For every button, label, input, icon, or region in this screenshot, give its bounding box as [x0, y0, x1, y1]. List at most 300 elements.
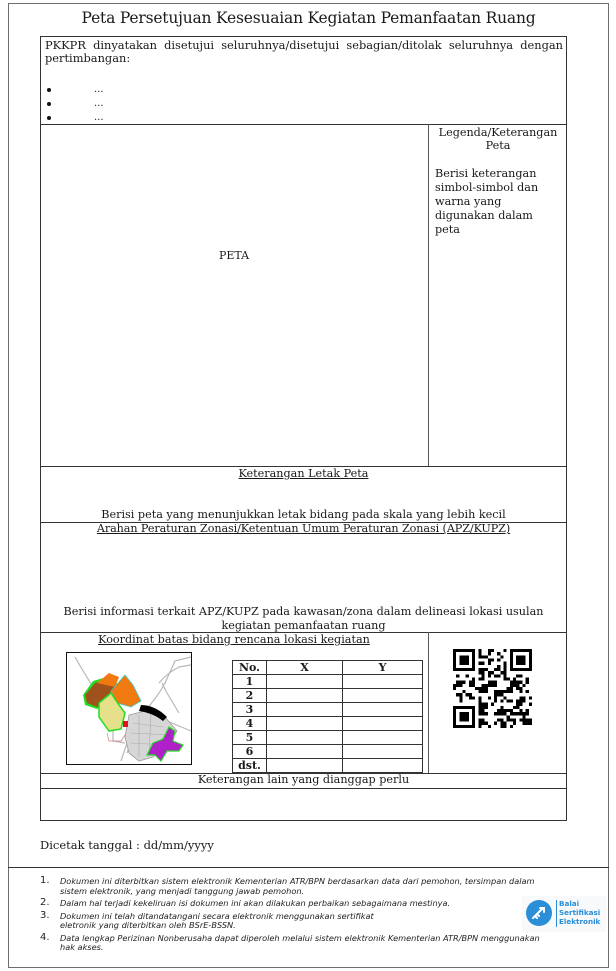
- qr-module: [459, 684, 462, 687]
- qr-module: [494, 681, 497, 684]
- qr-module: [526, 690, 529, 693]
- bullet-item: ...: [42, 98, 242, 109]
- qr-module: [519, 649, 522, 652]
- qr-module: [459, 662, 462, 665]
- qr-module: [510, 719, 513, 722]
- qr-module: [485, 690, 488, 693]
- bullet-icon: [47, 88, 51, 92]
- qr-module: [481, 677, 484, 680]
- qr-module: [494, 696, 497, 699]
- qr-module: [523, 684, 526, 687]
- footer-notes: [40, 877, 555, 956]
- qr-module: [453, 662, 456, 665]
- qr-module: [469, 649, 472, 652]
- qr-module: [472, 677, 475, 680]
- qr-module: [510, 712, 513, 715]
- qr-module: [462, 725, 465, 728]
- cell-y: [343, 731, 423, 745]
- qr-module: [453, 684, 456, 687]
- qr-module: [513, 684, 516, 687]
- pertimbangan-bullets: [42, 84, 242, 123]
- qr-module: [513, 706, 516, 709]
- qr-module: [453, 658, 456, 661]
- qr-module: [485, 687, 488, 690]
- qr-module: [466, 655, 469, 658]
- qr-module: [459, 700, 462, 703]
- qr-module: [478, 725, 481, 728]
- qr-module: [462, 715, 465, 718]
- map-placeholder-label: PETA: [218, 249, 250, 262]
- qr-module: [466, 693, 469, 696]
- cell-x: [267, 745, 343, 759]
- qr-module: [478, 687, 481, 690]
- qr-module: [481, 684, 484, 687]
- qr-module: [507, 709, 510, 712]
- qr-module: [466, 719, 469, 722]
- qr-module: [497, 652, 500, 655]
- qr-module: [529, 719, 532, 722]
- table-row: [233, 675, 423, 689]
- footer-note: 4. Data lengkap Perizinan Nonberusaha dapat diperoleh melalui sistem elektronik Kementerian ATR/BPN menggunakan hak akses.: [40, 931, 540, 952]
- qr-module: [510, 709, 513, 712]
- qr-module: [523, 722, 526, 725]
- qr-module: [523, 662, 526, 665]
- qr-module: [507, 690, 510, 693]
- qr-module: [523, 712, 526, 715]
- qr-module: [466, 649, 469, 652]
- qr-module: [485, 684, 488, 687]
- qr-module: [488, 681, 491, 684]
- qr-module: [510, 690, 513, 693]
- qr-module: [497, 674, 500, 677]
- qr-module: [453, 687, 456, 690]
- qr-module: [526, 677, 529, 680]
- qr-module: [472, 719, 475, 722]
- qr-module: [510, 681, 513, 684]
- header-y: Y: [343, 661, 423, 675]
- qr-module: [523, 700, 526, 703]
- qr-module: [526, 722, 529, 725]
- qr-module: [462, 681, 465, 684]
- qr-module: [488, 725, 491, 728]
- qr-module: [519, 719, 522, 722]
- qr-module: [523, 696, 526, 699]
- qr-module: [519, 709, 522, 712]
- qr-module: [453, 715, 456, 718]
- qr-module: [507, 677, 510, 680]
- zoning-title: Arahan Peraturan Zonasi/Ketentuan Umum Peraturan Zonasi (APZ/KUPZ): [96, 522, 511, 535]
- qr-module: [513, 649, 516, 652]
- qr-module: [478, 652, 481, 655]
- qr-module: [481, 655, 484, 658]
- qr-module: [523, 715, 526, 718]
- qr-module: [478, 722, 481, 725]
- qr-module: [510, 649, 513, 652]
- qr-module: [472, 655, 475, 658]
- qr-module: [462, 668, 465, 671]
- qr-module: [494, 712, 497, 715]
- cell-y: [343, 675, 423, 689]
- qr-module: [500, 690, 503, 693]
- qr-module: [516, 712, 519, 715]
- qr-module: [504, 712, 507, 715]
- qr-module: [500, 709, 503, 712]
- qr-module: [481, 712, 484, 715]
- qr-module: [504, 671, 507, 674]
- qr-module: [478, 677, 481, 680]
- qr-module: [504, 696, 507, 699]
- qr-module: [516, 684, 519, 687]
- qr-module: [529, 658, 532, 661]
- qr-module: [478, 696, 481, 699]
- qr-module: [519, 700, 522, 703]
- qr-module: [466, 662, 469, 665]
- document-title: Peta Persetujuan Kesesuaian Kegiatan Pemanfaatan Ruang: [81, 9, 536, 27]
- qr-module: [472, 662, 475, 665]
- bsre-logo-text: Balai Sertifikasi Elektronik: [559, 899, 601, 926]
- cell-no: 2: [233, 689, 267, 703]
- qr-module: [504, 668, 507, 671]
- qr-module: [485, 712, 488, 715]
- qr-module: [519, 674, 522, 677]
- qr-module: [462, 649, 465, 652]
- qr-module: [481, 687, 484, 690]
- table-row: [233, 731, 423, 745]
- qr-module: [462, 712, 465, 715]
- qr-module: [529, 665, 532, 668]
- qr-module: [459, 715, 462, 718]
- qr-module: [504, 674, 507, 677]
- qr-module: [510, 725, 513, 728]
- qr-module: [513, 668, 516, 671]
- column-divider: [428, 124, 429, 466]
- qr-module: [456, 681, 459, 684]
- qr-module: [526, 709, 529, 712]
- qr-module: [491, 671, 494, 674]
- qr-module: [529, 722, 532, 725]
- bsre-logo: [522, 896, 606, 932]
- qr-module: [478, 709, 481, 712]
- qr-module: [478, 719, 481, 722]
- qr-module: [516, 649, 519, 652]
- qr-module: [459, 725, 462, 728]
- qr-module: [500, 706, 503, 709]
- qr-module: [529, 655, 532, 658]
- cell-x: [267, 731, 343, 745]
- qr-module: [491, 684, 494, 687]
- qr-module: [510, 662, 513, 665]
- zoning-description: Berisi informasi terkait APZ/KUPZ pada kawasan/zona dalam delineasi lokasi usulan kegiatan pemanfaatan ruang: [63, 605, 544, 632]
- qr-module: [504, 665, 507, 668]
- bsre-key-icon: [525, 899, 553, 927]
- qr-module: [456, 725, 459, 728]
- qr-module: [491, 649, 494, 652]
- boundary-line: [107, 733, 125, 741]
- qr-module: [478, 655, 481, 658]
- qr-module: [485, 668, 488, 671]
- qr-module: [469, 681, 472, 684]
- bullet-item: ...: [42, 112, 242, 123]
- qr-module: [453, 709, 456, 712]
- qr-module: [497, 665, 500, 668]
- qr-module: [510, 668, 513, 671]
- printed-date: Dicetak tanggal : dd/mm/yyyy: [40, 838, 214, 852]
- qr-module: [497, 690, 500, 693]
- cell-no: 3: [233, 703, 267, 717]
- qr-module: [491, 703, 494, 706]
- qr-module: [507, 715, 510, 718]
- qr-module: [500, 712, 503, 715]
- qr-module: [494, 668, 497, 671]
- qr-module: [462, 655, 465, 658]
- qr-module: [485, 655, 488, 658]
- qr-module: [453, 652, 456, 655]
- qr-module: [529, 668, 532, 671]
- qr-module: [459, 658, 462, 661]
- qr-module: [519, 668, 522, 671]
- cell-y: [343, 689, 423, 703]
- qr-module: [529, 652, 532, 655]
- qr-module: [529, 649, 532, 652]
- qr-module: [526, 649, 529, 652]
- qr-module: [453, 719, 456, 722]
- qr-module: [494, 722, 497, 725]
- qr-module: [453, 725, 456, 728]
- qr-module: [478, 703, 481, 706]
- qr-module: [519, 703, 522, 706]
- header-x: X: [267, 661, 343, 675]
- qr-module: [459, 719, 462, 722]
- legend-title: Legenda/Keterangan Peta: [438, 126, 558, 152]
- qr-module: [519, 662, 522, 665]
- cell-x: [267, 717, 343, 731]
- qr-module: [497, 693, 500, 696]
- qr-module: [488, 696, 491, 699]
- qr-module: [481, 662, 484, 665]
- qr-module: [466, 715, 469, 718]
- qr-module: [472, 681, 475, 684]
- legend-description: Berisi keterangan simbol-simbol dan warna yang digunakan dalam peta: [435, 167, 539, 236]
- qr-module: [497, 709, 500, 712]
- qr-module: [504, 677, 507, 680]
- qr-module: [472, 696, 475, 699]
- qr-module: [472, 706, 475, 709]
- qr-module: [510, 700, 513, 703]
- qr-module: [500, 693, 503, 696]
- qr-module: [462, 690, 465, 693]
- cell-x: [267, 703, 343, 717]
- qr-module: [453, 668, 456, 671]
- qr-module: [510, 655, 513, 658]
- bullet-icon: [47, 102, 51, 106]
- qr-module: [472, 649, 475, 652]
- table-row: [233, 717, 423, 731]
- qr-module: [497, 668, 500, 671]
- qr-module: [513, 677, 516, 680]
- table-row: [233, 745, 423, 759]
- qr-module: [507, 687, 510, 690]
- qr-module: [494, 693, 497, 696]
- qr-module: [516, 706, 519, 709]
- qr-module: [519, 658, 522, 661]
- qr-module: [513, 681, 516, 684]
- qr-module: [488, 684, 491, 687]
- qr-module: [497, 712, 500, 715]
- cell-y: [343, 759, 423, 773]
- row-divider: [40, 124, 567, 125]
- qr-module: [504, 690, 507, 693]
- qr-module: [516, 658, 519, 661]
- qr-code-icon: [453, 649, 532, 728]
- qr-module: [488, 658, 491, 661]
- coordinates-table: [232, 660, 423, 773]
- qr-module: [472, 684, 475, 687]
- cell-y: [343, 717, 423, 731]
- qr-module: [475, 687, 478, 690]
- qr-module: [504, 662, 507, 665]
- qr-module: [494, 690, 497, 693]
- qr-module: [478, 662, 481, 665]
- table-header-row: [233, 661, 423, 675]
- qr-module: [453, 649, 456, 652]
- qr-module: [519, 655, 522, 658]
- qr-module: [472, 665, 475, 668]
- qr-module: [529, 662, 532, 665]
- qr-module: [516, 703, 519, 706]
- cell-no: 4: [233, 717, 267, 731]
- qr-module: [510, 658, 513, 661]
- qr-module: [481, 719, 484, 722]
- qr-module: [526, 668, 529, 671]
- qr-module: [516, 668, 519, 671]
- qr-module: [481, 690, 484, 693]
- qr-module: [462, 719, 465, 722]
- qr-module: [469, 668, 472, 671]
- pertimbangan-text: PKKPR dinyatakan disetujui seluruhnya/disetujui sebagian/ditolak seluruhnya dengan pertimbangan:: [45, 38, 563, 65]
- qr-module: [472, 658, 475, 661]
- qr-module: [510, 684, 513, 687]
- bsre-divider: [556, 900, 557, 927]
- qr-module: [456, 668, 459, 671]
- table-row: [233, 703, 423, 717]
- footer-divider: [8, 867, 609, 868]
- qr-module: [459, 693, 462, 696]
- qr-module: [500, 725, 503, 728]
- footer-note: 3. Dokumen ini telah ditandatangani secara elektronik menggunakan sertifikat eletronik yang diterbitkan oleh BSrE-BSSN.: [40, 909, 374, 930]
- qr-module: [529, 703, 532, 706]
- qr-module: [516, 662, 519, 665]
- qr-module: [497, 719, 500, 722]
- qr-module: [519, 690, 522, 693]
- qr-module: [504, 725, 507, 728]
- qr-module: [494, 700, 497, 703]
- qr-module: [485, 722, 488, 725]
- qr-module: [504, 649, 507, 652]
- qr-module: [456, 674, 459, 677]
- qr-module: [453, 712, 456, 715]
- location-note-description: Berisi peta yang menunjukkan letak bidang pada skala yang lebih kecil: [101, 508, 506, 521]
- qr-module: [494, 674, 497, 677]
- qr-module: [459, 681, 462, 684]
- qr-module: [462, 658, 465, 661]
- cell-y: [343, 703, 423, 717]
- qr-module: [478, 706, 481, 709]
- qr-module: [472, 709, 475, 712]
- footer-note: 1. Dokumen ini diterbitkan sistem elektronik Kementerian ATR/BPN berdasarkan data dari pemohon, tersimpan dalam sistem elektronik, yang menjadi tanggung jawab pemohon.: [40, 875, 535, 896]
- qr-module: [485, 703, 488, 706]
- qr-module: [519, 696, 522, 699]
- qr-module: [491, 681, 494, 684]
- qr-module: [481, 671, 484, 674]
- qr-module: [507, 700, 510, 703]
- qr-module: [481, 722, 484, 725]
- qr-module: [462, 662, 465, 665]
- table-row: [233, 759, 423, 773]
- cell-no: 6: [233, 745, 267, 759]
- qr-module: [500, 655, 503, 658]
- qr-module: [469, 693, 472, 696]
- qr-module: [516, 655, 519, 658]
- qr-module: [504, 709, 507, 712]
- coordinates-table-wrap: [232, 660, 423, 773]
- qr-module: [526, 681, 529, 684]
- qr-module: [472, 722, 475, 725]
- map-graphic: [67, 653, 191, 764]
- qr-module: [472, 725, 475, 728]
- header-no: No.: [233, 661, 267, 675]
- qr-module: [456, 693, 459, 696]
- column-divider: [428, 632, 429, 773]
- qr-module: [510, 652, 513, 655]
- qr-module: [472, 715, 475, 718]
- cell-x: [267, 689, 343, 703]
- qr-module: [478, 700, 481, 703]
- qr-module: [466, 674, 469, 677]
- qr-module: [478, 671, 481, 674]
- qr-module: [485, 706, 488, 709]
- qr-module: [519, 681, 522, 684]
- qr-module: [462, 706, 465, 709]
- qr-module: [523, 668, 526, 671]
- qr-module: [516, 674, 519, 677]
- qr-module: [519, 687, 522, 690]
- qr-module: [478, 649, 481, 652]
- coordinates-title: Koordinat batas bidang rencana lokasi kegiatan: [98, 633, 370, 646]
- other-notes-title: Keterangan lain yang dianggap perlu: [197, 773, 410, 786]
- qr-module: [456, 684, 459, 687]
- qr-module: [469, 706, 472, 709]
- qr-module: [466, 668, 469, 671]
- qr-module: [488, 652, 491, 655]
- qr-module: [494, 684, 497, 687]
- qr-module: [516, 687, 519, 690]
- qr-code: [453, 649, 532, 728]
- qr-module: [523, 655, 526, 658]
- qr-module: [513, 722, 516, 725]
- qr-module: [469, 684, 472, 687]
- qr-module: [478, 690, 481, 693]
- qr-module: [466, 725, 469, 728]
- qr-module: [488, 671, 491, 674]
- qr-module: [481, 703, 484, 706]
- qr-module: [523, 658, 526, 661]
- other-notes-value: [44, 792, 562, 818]
- qr-module: [488, 649, 491, 652]
- qr-module: [478, 712, 481, 715]
- cell-x: [267, 759, 343, 773]
- cell-y: [343, 745, 423, 759]
- qr-module: [500, 700, 503, 703]
